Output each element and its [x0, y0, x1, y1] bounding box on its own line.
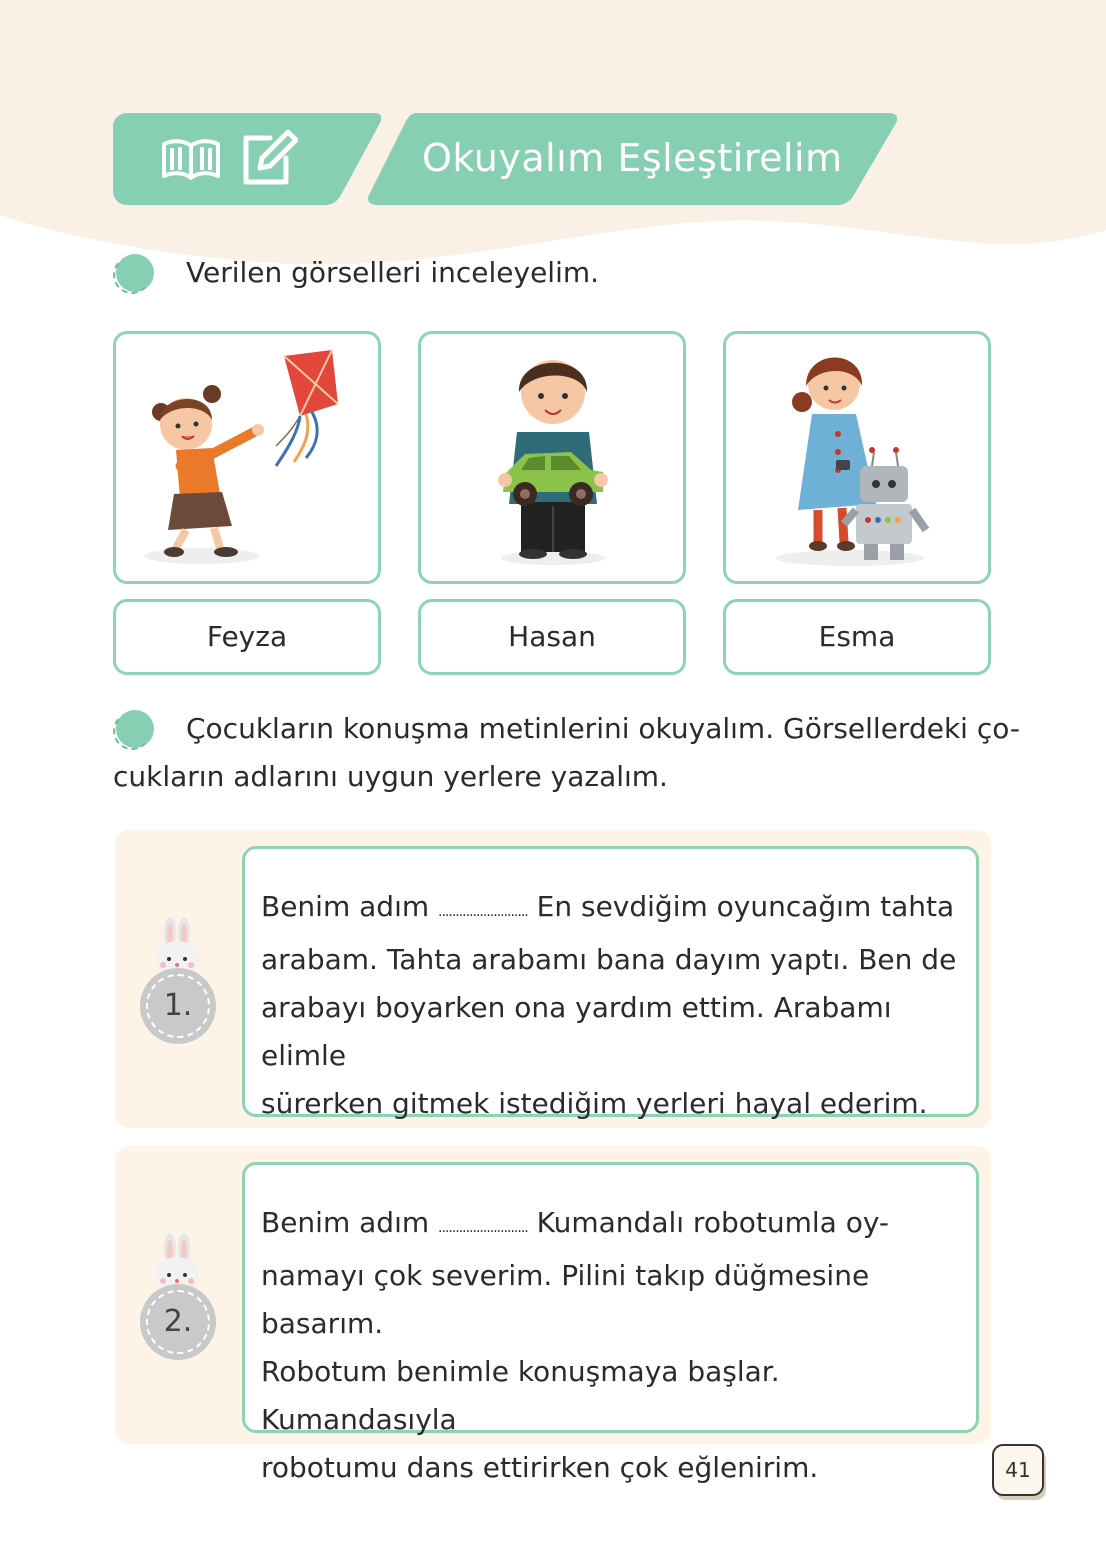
- passage-line3-1: arabayı boyarken ona yardım ettim. Arabamı elimle: [261, 991, 892, 1072]
- pencil-edit-icon: [240, 128, 298, 188]
- passage-text-2: [261, 1199, 961, 1492]
- girl-with-kite-illustration: [116, 334, 378, 581]
- passage-number-badge-2: [140, 1284, 216, 1360]
- speech-box-2: [242, 1162, 979, 1484]
- passage-number-badge-1: [140, 968, 216, 1044]
- passage-lead-1: Benim adım: [261, 890, 430, 923]
- child-name-feyza: Feyza: [113, 599, 381, 675]
- instruction-second-line1: Çocukların konuşma metinlerini okuyalım. Görsellerdeki ço-: [186, 712, 1020, 745]
- child-card-feyza: [113, 331, 381, 584]
- name-blank-2[interactable]: ..........................: [438, 1220, 528, 1236]
- page-number: 41: [1005, 1458, 1031, 1482]
- passage-text-1: [261, 883, 961, 1128]
- passage-line1-1: En sevdiğim oyuncağım tahta: [527, 890, 955, 923]
- open-book-icon: [160, 136, 222, 182]
- instruction-first: Verilen görselleri inceleyelim.: [186, 256, 600, 289]
- child-name-hasan: Hasan: [418, 599, 686, 675]
- banner-title: Okuyalım Eşleştirelim: [422, 136, 843, 180]
- passage-line2-2: namayı çok severim. Pilini takıp düğmesine basarım.: [261, 1259, 870, 1340]
- passage-line4-2: robotumu dans ettirirken çok eğlenirim.: [261, 1451, 819, 1484]
- instruction-bullet: [116, 254, 154, 292]
- passage-number-1: 1.: [163, 988, 193, 1023]
- passage-line3-2: Robotum benimle konuşmaya başlar. Kumandasıyla: [261, 1355, 780, 1436]
- child-card-esma: [723, 331, 991, 584]
- instruction-bullet: [116, 710, 154, 748]
- name-blank-1[interactable]: ..........................: [438, 904, 528, 920]
- passage-lead-2: Benim adım: [261, 1206, 430, 1239]
- passage-number-2: 2.: [163, 1304, 193, 1339]
- passage-line1-2: Kumandalı robotumla oy-: [527, 1206, 890, 1239]
- speech-box-1: [242, 846, 979, 1120]
- girl-with-robot-illustration: [726, 334, 988, 581]
- child-name-esma: Esma: [723, 599, 991, 675]
- child-card-hasan: [418, 331, 686, 584]
- passage-line4-1: sürerken gitmek istediğim yerleri hayal ederim.: [261, 1087, 928, 1120]
- boy-with-toy-car-illustration: [421, 334, 683, 581]
- instruction-second-line2: cukların adlarını uygun yerlere yazalım.: [113, 760, 668, 793]
- passage-line2-1: arabam. Tahta arabamı bana dayım yaptı. Ben de: [261, 943, 957, 976]
